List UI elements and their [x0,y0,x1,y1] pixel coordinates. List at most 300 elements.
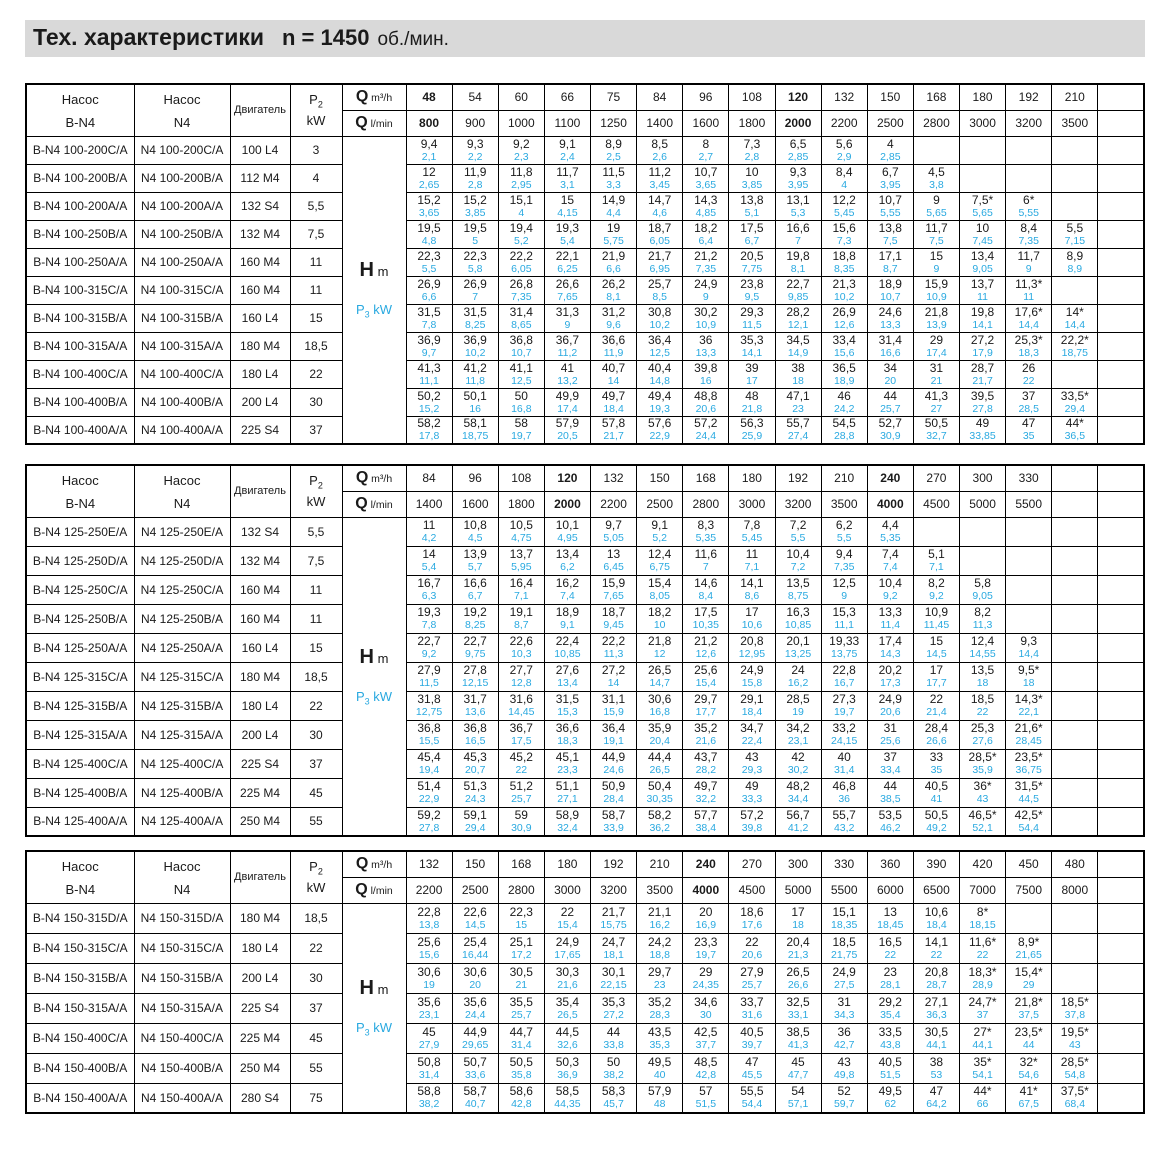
p3-value: 27,6 [972,735,993,747]
p3-value: 53 [930,1068,943,1081]
p3-value: 7,75 [741,262,763,275]
h-value: 29,1 [740,692,764,706]
p3-value: 11 [977,290,989,303]
h-value: 22,7 [417,634,441,648]
p3-value: 16,8 [511,402,532,415]
q-col-header: 1400 [406,491,452,517]
h-value: 9,7 [605,518,622,532]
p3-value: 7,35 [695,262,717,275]
p3-value: 8,5 [652,290,667,303]
data-cell [406,164,452,192]
h-value: 28,2 [786,304,810,319]
header-pump-n4: Насос N4 [134,851,230,903]
q-col-header [1098,491,1144,517]
header-p2: $P_2$ kW [290,465,342,517]
p3-value: 12,1 [787,318,809,331]
data-cell [1052,691,1098,720]
h-value: 14,1 [740,576,764,590]
data-cell [452,388,498,416]
h-value: 36,4 [648,332,672,347]
data-cell [867,276,913,304]
h-value: 22,2 [509,248,533,263]
pump-table-1 [25,83,1145,445]
data-cell [498,807,544,836]
data-cell [775,778,821,807]
p3-value: 44,1 [926,1038,947,1051]
p3-value: 25,7 [511,793,532,805]
q-col-header: 150 [452,851,498,877]
pump-name-bn4: B-N4 150-315A/A [26,993,134,1023]
pump-name-bn4: B-N4 125-315A/A [26,720,134,749]
data-cell [775,749,821,778]
p3-value: 15,3 [557,706,578,718]
h-value: 7,3 [743,136,761,151]
h-value: 22,8 [417,904,441,919]
data-cell [498,1053,544,1083]
p3-value: 2,3 [514,150,529,163]
h-value: 58,8 [417,1084,441,1099]
table-row [26,388,1144,416]
h-value: 57,2 [740,807,764,822]
h-value: 14,1 [924,934,949,949]
data-cell [498,963,544,993]
p3-value: 35,4 [880,1008,901,1021]
data-cell [775,662,821,691]
data-cell [867,416,913,444]
h-value: 22,1 [555,248,580,263]
h-value: 36 [837,1024,851,1039]
p3-value: 27,8 [972,402,993,415]
p3-value: 35,9 [972,764,993,776]
data-cell [637,136,683,164]
data-cell [452,903,498,933]
data-cell [452,136,498,164]
data-cell [406,360,452,388]
data-cell [1052,662,1098,691]
h-value: 49 [975,416,990,431]
data-cell [913,164,959,192]
h-value: 10,1 [555,518,580,532]
h-value: 31,5* [1014,779,1043,793]
data-cell [544,304,590,332]
data-cell [821,993,867,1023]
pump-name-bn4: B-N4 150-400A/A [26,1083,134,1113]
data-cell [1006,192,1052,220]
q-col-header: 2000 [775,110,821,136]
p3-value: 18,4 [741,706,763,718]
q-col-header: 2800 [913,110,959,136]
data-cell [1006,360,1052,388]
h-value: 12,5 [832,576,856,590]
q-col-header: 7500 [1006,877,1052,903]
data-cell [1052,778,1098,807]
h-value: 41,3 [417,360,441,375]
p3-value: 40,7 [464,1098,486,1111]
h-value: 50,4 [648,779,672,793]
data-cell [729,304,775,332]
data-cell [683,933,729,963]
data-cell [544,778,590,807]
h-value: 21,9 [601,248,626,263]
p3-value: 27,2 [603,1008,624,1021]
data-cell [960,963,1006,993]
p3-value: 5,95 [511,561,532,573]
h-value: 38,5 [786,1024,810,1039]
p2-cell: 11 [290,248,342,276]
h-value: 39 [745,360,759,375]
p2-cell: 45 [290,1023,342,1053]
pump-name-n4: N4 100-400A/A [134,416,230,444]
h-value: 18,8 [832,248,856,263]
h-value: 44,9 [463,1024,487,1039]
data-cell [867,778,913,807]
header-q-lmin: Q l/min [342,110,406,136]
data-cell [1052,220,1098,248]
data-cell [406,633,452,662]
p3-value: 21,7 [603,430,624,443]
data-cell [1006,136,1052,164]
p3-value: 10,35 [692,619,719,631]
p3-value: 16,7 [833,677,855,689]
h-value: 13,8 [878,220,902,235]
h-value: 41,1 [509,360,533,375]
h-value: 8,2 [974,605,991,619]
h-value: 49,9 [555,388,580,403]
data-cell [683,1023,729,1053]
p3-value: 5,5 [421,262,437,275]
data-cell [1098,807,1144,836]
data-cell [867,963,913,993]
p3-value: 15,2 [418,402,440,415]
h-value: 51,4 [417,779,441,793]
data-cell [591,388,637,416]
data-cell [591,778,637,807]
data-cell [867,220,913,248]
data-cell [591,604,637,633]
h-value: 16,3 [786,605,810,619]
data-cell [1098,691,1144,720]
data-cell [591,220,637,248]
data-cell [452,1023,498,1053]
data-cell [960,304,1006,332]
h-value: 58 [514,416,528,431]
h-value: 36,8 [463,721,487,735]
p3-value: 5,5 [790,532,806,544]
p3-value: 44,5 [1018,793,1039,805]
p3-value: 9,05 [972,262,993,275]
p3-value: 35,3 [649,1038,670,1051]
p3-value: 36,2 [649,821,670,834]
h-value: 42 [791,750,805,764]
h-value: 38 [791,360,805,375]
p3-value: 9,85 [787,290,809,303]
data-cell [1098,1083,1144,1113]
p3-value: 2,8 [744,150,760,163]
h-value: 8,2 [928,576,945,590]
data-cell [913,720,959,749]
p3-value: 6,2 [560,561,575,573]
h-value: 19,8 [970,304,995,319]
h-value: 30,6 [417,964,441,979]
data-cell [1052,164,1098,192]
p3-value: 4 [518,206,525,219]
q-col-header: 48 [406,84,452,110]
data-cell [683,903,729,933]
h-value: 39,8 [694,360,718,375]
h-value: 17,1 [878,248,902,263]
h-value: 15 [560,192,575,207]
p2-cell: 75 [290,1083,342,1113]
h-value: 23 [883,964,897,979]
data-cell [544,933,590,963]
table-row [26,933,1144,963]
h-value: 6,7 [881,164,899,179]
data-cell [1006,749,1052,778]
q-col-header: 180 [729,465,775,491]
data-cell [406,1083,452,1113]
data-cell [913,517,959,546]
data-cell [729,749,775,778]
data-cell [775,220,821,248]
pump-name-bn4: B-N4 100-315B/A [26,304,134,332]
p3-value: 11,3 [603,648,624,660]
p3-value: 30,2 [787,764,809,776]
data-cell [821,136,867,164]
p3-value: 16,2 [787,677,809,689]
h-value: 24,6 [878,304,902,319]
p3-value: 32,7 [926,430,947,443]
h-value: 58,7 [463,1084,487,1099]
q-col-header: 108 [729,84,775,110]
p3-value: 13,9 [926,318,947,331]
data-cell [1098,662,1144,691]
table-row [26,720,1144,749]
data-cell [729,933,775,963]
p3-value: 22,4 [741,735,763,747]
p3-value: 42,8 [695,1068,717,1081]
h-value: 30,2 [694,304,718,319]
p3-value: 25,7 [741,978,763,991]
data-cell [452,276,498,304]
h-value: 59 [514,807,528,822]
q-col-header: 3500 [637,877,683,903]
h-value: 10,4 [786,547,810,561]
p3-value: 35 [1022,430,1035,443]
pump-name-n4: N4 125-250C/A [134,575,230,604]
data-cell [729,164,775,192]
data-cell [960,388,1006,416]
pump-name-bn4: B-N4 125-315C/A [26,662,134,691]
h-value: 45,3 [463,750,487,764]
p3-value: 9,6 [606,318,621,331]
q-col-header: 3200 [775,491,821,517]
data-cell [591,360,637,388]
h-value: 40,5 [878,1054,902,1069]
pump-name-bn4: B-N4 125-400A/A [26,807,134,836]
p3-value: 2,7 [698,150,714,163]
h-value: 48,5 [694,1054,718,1069]
p3-value: 7,2 [790,561,806,573]
data-cell [683,517,729,546]
p3-value: 8,05 [649,590,670,602]
p2-cell: 15 [290,633,342,662]
data-cell [913,546,959,575]
h-value: 44 [883,779,897,793]
h-value: 16,2 [555,576,580,590]
p3-value: 29,65 [462,1038,489,1051]
data-cell [591,1023,637,1053]
data-cell [452,662,498,691]
pump-name-n4: N4 100-315B/A [134,304,230,332]
data-cell [544,993,590,1023]
h-value: 24,7 [601,934,626,949]
h-value: 18,6 [740,904,764,919]
motor-cell: 225 M4 [230,778,290,807]
p3-value: 25,9 [741,430,763,443]
h-value: 24,9 [878,692,902,706]
p3-value: 3,85 [741,178,763,191]
pump-name-n4: N4 125-400A/A [134,807,230,836]
data-cell [1098,720,1144,749]
p3-value: 10,85 [554,648,581,660]
data-cell [452,720,498,749]
h-value: 50,5 [509,1054,533,1069]
data-cell [452,546,498,575]
data-cell [821,575,867,604]
h-value: 50,2 [417,388,441,403]
q-col-header: 240 [683,851,729,877]
p3-value: 19,7 [511,430,532,443]
p3-value: 24,4 [695,430,717,443]
data-cell [729,276,775,304]
p3-value: 25,7 [880,402,901,415]
p3-value: 21,4 [926,706,947,718]
data-cell [544,192,590,220]
p3-value: 13,3 [880,318,901,331]
data-cell [452,933,498,963]
p3-value: 18 [1022,677,1035,689]
q-col-header: 2500 [637,491,683,517]
data-cell [452,691,498,720]
h-value: 7,2 [789,518,807,532]
p3-value: 31,4 [418,1068,440,1081]
h-value: 35* [973,1054,992,1069]
h-value: 31,4 [878,332,902,347]
h-value: 6* [1023,192,1035,207]
h-value: 19,5* [1060,1024,1089,1039]
motor-cell: 160 M4 [230,575,290,604]
data-cell [1098,136,1144,164]
p3-value: 16,44 [462,948,489,961]
p3-value: 10,2 [833,290,855,303]
table-row [26,136,1144,164]
h-value: 9,3 [466,136,484,151]
p3-value: 44,35 [554,1098,581,1111]
data-cell [1006,164,1052,192]
p3-value: 9,5 [744,290,760,303]
data-cell [591,1083,637,1113]
h-value: 26,5 [648,663,672,677]
p3-value: 20 [469,978,482,991]
table-row [26,332,1144,360]
data-cell [452,807,498,836]
table-row [26,1053,1144,1083]
data-cell [913,1053,959,1083]
data-cell [821,164,867,192]
p3-value: 18,4 [603,402,624,415]
data-cell [1098,192,1144,220]
p3-value: 5,55 [1018,206,1039,219]
data-cell [498,416,544,444]
p3-value: 25,6 [880,735,901,747]
p3-value: 43,2 [833,821,855,834]
p3-value: 12 [653,648,666,660]
data-cell [683,416,729,444]
data-cell [591,963,637,993]
h-value: 5,5 [1066,220,1084,235]
h-value: 21,8* [1014,994,1043,1009]
p3-value: 21,6 [695,735,717,747]
h-value: 43,7 [694,750,718,764]
data-cell [1052,749,1098,778]
data-cell [960,691,1006,720]
p3-value: 14 [607,374,620,387]
data-cell [913,220,959,248]
h-value: 34 [883,360,897,375]
p3-value: 40 [653,1068,666,1081]
speed-unit: об./мин. [377,29,449,50]
p3-value: 10,9 [695,318,717,331]
motor-cell: 180 M4 [230,903,290,933]
data-cell [406,546,452,575]
table-row [26,575,1144,604]
p2-cell: 18,5 [290,332,342,360]
page-title: Тех. характеристики [33,24,264,50]
p3-value: 14,45 [508,706,535,718]
h-value: 26,8 [509,276,533,291]
h-value: 19,3 [417,605,441,619]
p3-value: 28,7 [926,978,947,991]
p3-value: 9,75 [464,648,486,660]
data-cell [1052,416,1098,444]
h-value: 35,3 [740,332,764,347]
h-value: 13,4 [555,547,580,561]
h-value: 15,2 [417,192,441,207]
p2-cell: 11 [290,575,342,604]
motor-cell: 200 L4 [230,963,290,993]
h-value: 12 [422,164,436,179]
p3-value: 18,3 [1018,346,1039,359]
h-value: 47,1 [786,388,810,403]
p3-value: 26,5 [557,1008,578,1021]
motor-cell: 200 L4 [230,388,290,416]
p3-value: 7,8 [421,318,437,331]
p3-value: 10,3 [511,648,532,660]
data-cell [544,691,590,720]
data-cell [406,276,452,304]
h-value: 55,7 [832,807,856,822]
data-cell [1006,220,1052,248]
data-cell [683,388,729,416]
h-value: 52,7 [878,416,902,431]
data-cell [683,360,729,388]
p3-value: 39,7 [741,1038,763,1051]
p3-value: 35 [930,764,943,776]
h-value: 46 [837,388,851,403]
data-cell [406,332,452,360]
h-value: 10,8 [463,518,487,532]
p3-value: 31,4 [511,1038,532,1051]
